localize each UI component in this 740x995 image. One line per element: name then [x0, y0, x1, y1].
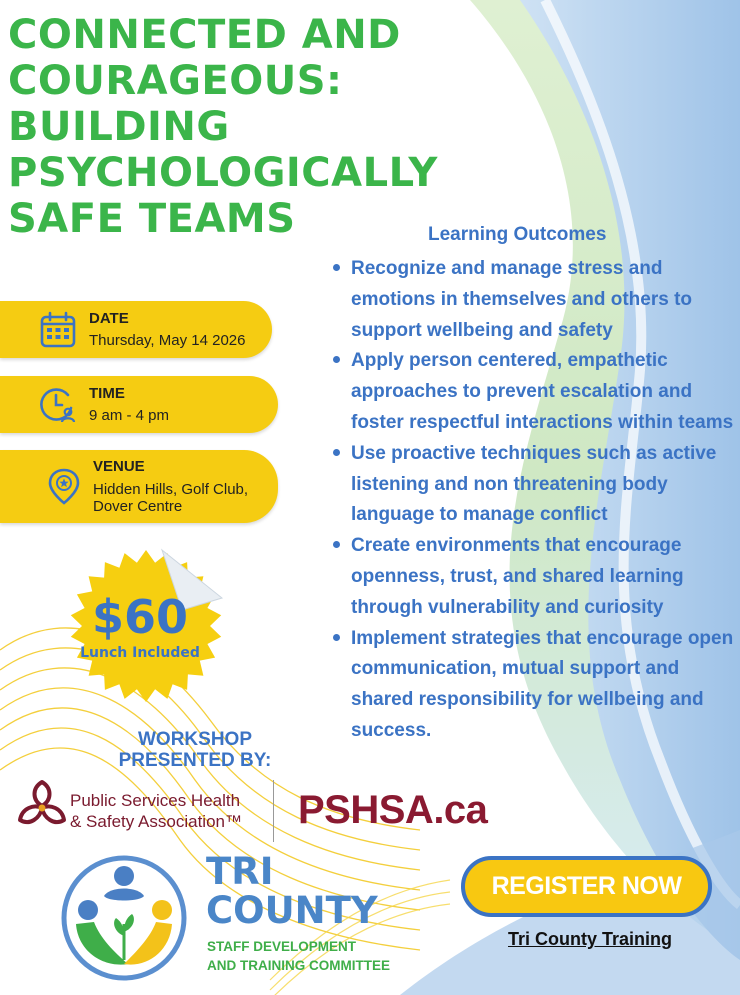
- list-item: Recognize and manage stress and emotions in themselves and others to support wellbeing and safety: [330, 254, 735, 346]
- register-now-button[interactable]: REGISTER NOW: [461, 856, 712, 917]
- list-item: Create environments that encourage openness, trust, and shared learning through vulnerability and curiosity: [330, 531, 735, 623]
- list-item: Use proactive techniques such as active listening and non threatening body language to manage conflict: [330, 439, 735, 531]
- title-line: SAFE TEAMS: [8, 196, 296, 242]
- pshsa-website[interactable]: PSHSA.ca: [298, 788, 488, 832]
- title-line: COURAGEOUS:: [8, 58, 343, 104]
- list-item: Implement strategies that encourage open communication, mutual support and shared responsibility for wellbeing and success.: [330, 624, 735, 747]
- tri-county-subtitle: STAFF DEVELOPMENT AND TRAINING COMMITTEE: [207, 939, 390, 973]
- venue-value-line: Hidden Hills, Golf Club,: [93, 481, 249, 498]
- pshsa-organization-name: Public Services Health & Safety Association™: [70, 791, 242, 831]
- event-title: [8, 12, 478, 242]
- presented-by-heading: WORKSHOP PRESENTED BY:: [118, 729, 272, 771]
- time-value: 9 am - 4 pm: [89, 407, 170, 424]
- tri-county-logo-icon: [58, 852, 190, 984]
- title-line: CONNECTED AND: [8, 12, 401, 58]
- clock-icon: [38, 385, 78, 425]
- location-pin-icon: [44, 467, 84, 507]
- date-label: DATE: [89, 310, 129, 327]
- title-line: PSYCHOLOGICALLY: [8, 150, 438, 196]
- price-badge: [70, 548, 235, 713]
- price-note: Lunch Included: [80, 645, 200, 661]
- time-label: TIME: [89, 385, 125, 402]
- venue-value-line: Dover Centre: [93, 498, 183, 515]
- price-amount: $60: [91, 590, 189, 644]
- venue-pill: [0, 450, 278, 523]
- calendar-icon: [38, 310, 78, 350]
- title-line: BUILDING: [8, 104, 230, 150]
- pshsa-trillium-logo-icon: [12, 778, 72, 836]
- logo-divider: [273, 780, 274, 842]
- tri-county-name: TRI COUNTY: [206, 850, 378, 932]
- date-value: Thursday, May 14 2026: [89, 332, 246, 349]
- learning-outcomes-heading: Learning Outcomes: [428, 224, 607, 245]
- venue-label: VENUE: [93, 458, 145, 475]
- list-item: Apply person centered, empathetic approaches to prevent escalation and foster respectful interactions within teams: [330, 346, 735, 438]
- tri-county-training-link[interactable]: Tri County Training: [508, 929, 673, 949]
- learning-outcomes-list: [330, 254, 735, 747]
- time-pill: [0, 376, 278, 433]
- date-pill: [0, 301, 272, 358]
